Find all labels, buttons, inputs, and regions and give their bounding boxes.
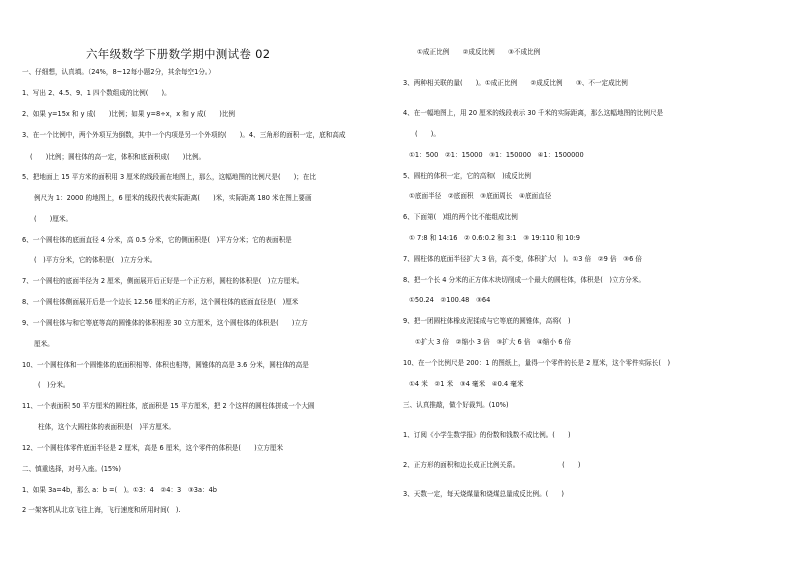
left-line-13: 9、一个圆柱体与和它等底等高的圆锥体的体积相差 30 立方厘米，这个圆柱体的体积是( )立方 [22,319,308,327]
left-line-3: 2、如果 y=15x 和 y 成( )比例；如果 y=8÷x，x 和 y 成( )比例 [22,110,236,118]
right-line-15: 10、在一个比例尺是 200：1 的图纸上，量得一个零件的长是 2 厘米，这个零件实际长( ) [403,359,671,367]
right-line-18: 1、订阅《小学生数学报》的份数和钱数不成比例。( ) [403,431,571,439]
left-line-21: 1、如果 3a=4b，那么 a：b =( )。①3：4 ②4：3 ③3a：4b [22,486,217,494]
right-line-20: 3、天数一定，每天烧煤量和烧煤总量成反比例。( ) [403,490,564,498]
left-line-6: 5、把地面上 15 平方米的面积用 3 厘米的线段画在地图上，那么，这幅地图的比例尺是( )；在比 [22,173,317,181]
left-line-4: 3、在一个比例中，两个外项互为倒数，其中一个内项是另一个外项的( )。4、三角形的面积一定，底和高成 [22,131,346,139]
left-line-16: ( )分米。 [38,381,70,389]
right-line-13: 9、把一团圆柱体橡皮泥揉成与它等底的圆锥体，高将( ) [403,317,571,325]
right-line-14: ①扩大 3 倍 ②缩小 3 倍 ③扩大 6 倍 ④缩小 6 倍 [415,338,572,346]
right-line-17: 三、认真推敲，做个好裁判。(10%) [403,401,509,409]
left-line-10: ( )平方分米，它的体积是( )立方分米。 [34,256,157,264]
right-line-19: 2、正方形的面积和边长成正比例关系。 ( ) [403,461,581,469]
right-line-2: 3、两种相关联的量( )。①成正比例 ②成反比例 ③、不一定成比例 [403,79,628,87]
left-line-1: 一、仔细想，认真填。（24%，8~12每小题2分，其余每空1分。） [22,68,215,76]
right-line-3: 4、在一幅地图上，用 20 厘米的线段表示 30 千米的实际距离，那么这幅地图的比例尺是 [403,109,664,117]
right-line-5: ①1：500 ②1：15000 ③1：150000 ④1：1500000 [409,151,584,159]
right-line-11: 8、把一个长 4 分米的正方体木块切削成一个最大的圆柱体，体积是( )立方分米。 [403,276,645,284]
left-line-19: 12、一个圆柱体零件底面半径是 2 厘米，高是 6 厘米，这个零件的体积是( )立方厘米 [22,444,284,452]
left-line-11: 7、一个圆柱的底面半径为 2 厘米，侧面展开后正好是一个正方形，圆柱的体积是( )立方厘米。 [22,277,304,285]
right-line-12: ①50.24 ②100.48 ③64 [409,296,491,304]
right-line-7: ①底面半径 ②底面积 ③底面周长 ④底面直径 [409,192,552,200]
right-line-9: ① 7:8 和 14:16 ② 0.6:0.2 和 3:1 ③ 19:110 和 10:9 [409,234,580,242]
right-line-8: 6、下面第( )组的两个比不能组成比例 [403,213,518,221]
left-line-18: 柱体，这个大圆柱体的表面积是( )平方厘米。 [38,423,176,431]
right-line-1: ①成正比例 ②成反比例 ③不成比例 [417,48,541,56]
left-line-8: ( )厘米。 [34,215,73,223]
left-line-15: 10、一个圆柱体和一个圆锥体的底面积相等、体积也相等，圆锥体的高是 3.6 分米，圆柱体的高是 [22,361,309,369]
left-line-7: 例尺为 1：2000 的地图上，6 厘米的线段代表实际距离( )米，实际距离 180 米在图上要画 [34,194,312,202]
right-line-16: ①4 米 ②1 米 ③4 毫米 ④0.4 毫米 [409,380,524,388]
left-line-22: 2 一架客机从北京飞往上海，飞行速度和所用时间( ). [22,506,181,514]
left-line-17: 11、一个表面积 50 平方厘米的圆柱体，底面积是 15 平方厘米，把 2 个这样的圆柱体拼成一个大圆 [22,402,315,410]
left-line-12: 8、一个圆柱体侧面展开后是一个边长 12.56 厘米的正方形，这个圆柱体的底面直径是( )厘米 [22,298,299,306]
right-line-10: 7、圆柱体的底面半径扩大 3 倍，高不变，体积扩大( )。①3 倍 ②9 倍 ③6 倍 [403,255,642,263]
left-line-5: ( )比例；圆柱体的高一定，体积和底面积成( )比例。 [30,153,206,161]
left-line-14: 厘米。 [34,340,54,348]
right-line-6: 5、圆柱的体积一定，它的高和( )成反比例 [403,172,532,180]
left-line-20: 二、慎重选择，对号入座。(15%) [22,465,121,473]
right-line-4: ( )。 [415,130,440,138]
left-line-9: 6、一个圆柱体的底面直径 4 分米，高 0.5 分米，它的侧面积是( )平方分米；它的表面积是 [22,236,292,244]
page-title: 六年级数学下册数学期中测试卷 02 [86,47,271,61]
left-line-2: 1、写出 2、4.5、9、1 四个数组成的比例( )。 [22,89,171,97]
